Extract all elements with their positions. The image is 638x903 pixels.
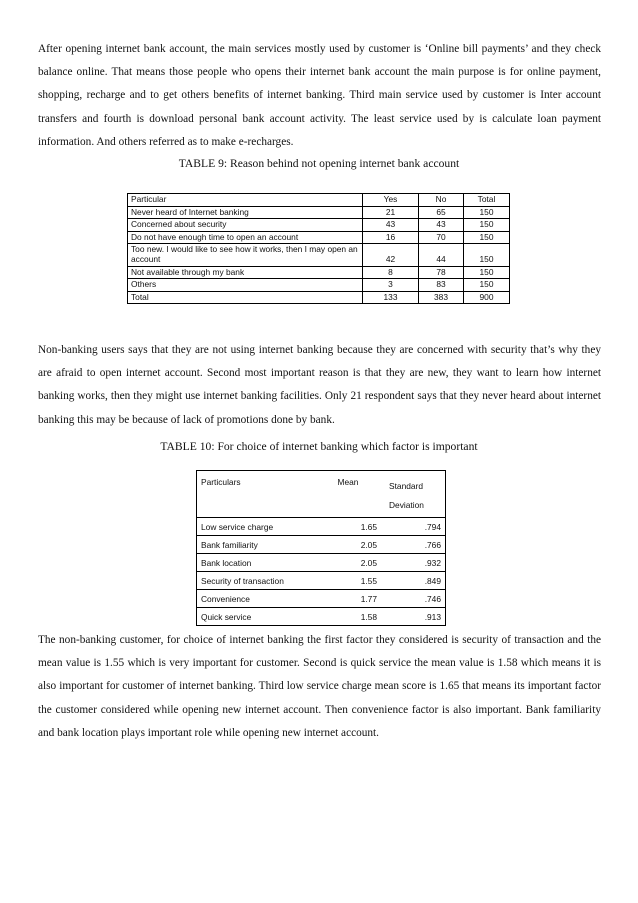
table9-cell-particular: Not available through my bank	[128, 266, 363, 279]
table-row	[128, 219, 510, 232]
table-row	[128, 206, 510, 219]
table-row	[197, 518, 446, 536]
table9-cell-particular: Concerned about security	[128, 219, 363, 232]
table-row	[128, 231, 510, 244]
table9-cell-no: 383	[419, 291, 464, 304]
table9-cell-no: 83	[419, 279, 464, 292]
table10-cell-sd: .766	[381, 536, 446, 554]
table-row	[197, 554, 446, 572]
paragraph-factor-analysis: The non-banking customer, for choice of internet banking the first factor they considered is security of transaction and the mean value is 1.55 which is very important for customer. Second is quick service the mean value is 1.58 which means it is also important for customer of internet banking. Third low service charge mean score is 1.65 that means its important factor the customer considered while opening new internet account. Then convenience factor is also important. Bank familiarity and bank location plays important role while opening new internet account.	[38, 634, 601, 739]
table-row	[197, 608, 446, 626]
table9-cell-yes: 21	[363, 206, 419, 219]
table9-cell-total: 150	[464, 244, 510, 266]
table9-reasons	[127, 193, 510, 304]
table10-header-sd: Standard Deviation	[389, 481, 424, 510]
table9-cell-yes: 8	[363, 266, 419, 279]
table9-cell-total: 150	[464, 266, 510, 279]
table9-header-particular: Particular	[128, 194, 363, 207]
table10-cell-mean: 1.77	[315, 590, 381, 608]
table9-cell-no: 43	[419, 219, 464, 232]
table10-cell-mean: 1.55	[315, 572, 381, 590]
table10-cell-particular: Bank familiarity	[197, 536, 316, 554]
table10-cell-particular: Convenience	[197, 590, 316, 608]
table9-cell-yes: 42	[363, 244, 419, 266]
table-row	[128, 279, 510, 292]
table10-cell-sd: .794	[381, 518, 446, 536]
table9-cell-total: 900	[464, 291, 510, 304]
table9-cell-particular: Do not have enough time to open an account	[128, 231, 363, 244]
table9-cell-yes: 3	[363, 279, 419, 292]
table9-cell-no: 65	[419, 206, 464, 219]
table9-cell-total: 150	[464, 279, 510, 292]
table10-header-mean: Mean	[337, 477, 359, 487]
table-row	[128, 266, 510, 279]
table10-factors	[196, 470, 446, 626]
table9-cell-particular: Total	[128, 291, 363, 304]
table10-cell-mean: 1.58	[315, 608, 381, 626]
table10-cell-sd: .746	[381, 590, 446, 608]
paragraph-nonbanking-reasons: Non-banking users says that they are not using internet banking because they are concerned with security that’s why they are afraid to open internet account. Second most important reason is that they are new, they want to learn how internet banking works, then they might use internet banking facilities. Only 21 respondent says that they never heard about internet banking this may be because of lack of promotions done by bank.	[38, 344, 601, 426]
table9-cell-no: 70	[419, 231, 464, 244]
table10-cell-particular: Security of transaction	[197, 572, 316, 590]
table9-cell-particular: Others	[128, 279, 363, 292]
table10-header-row	[197, 471, 446, 518]
table9-cell-particular: Too new. I would like to see how it works, then I may open an account	[128, 244, 363, 266]
table-row	[197, 572, 446, 590]
table9-caption: TABLE 9: Reason behind not opening internet bank account	[178, 157, 460, 170]
table9-cell-total: 150	[464, 219, 510, 232]
table9-cell-yes: 43	[363, 219, 419, 232]
table10-header-particulars: Particulars	[201, 477, 241, 487]
table9-cell-no: 78	[419, 266, 464, 279]
table10-cell-particular: Quick service	[197, 608, 316, 626]
table10-cell-mean: 2.05	[315, 554, 381, 572]
table-row	[128, 244, 510, 266]
table10-caption: TABLE 10: For choice of internet banking which factor is important	[160, 440, 478, 453]
table10-cell-mean: 1.65	[315, 518, 381, 536]
table-row	[197, 590, 446, 608]
table10-cell-mean: 2.05	[315, 536, 381, 554]
table10-cell-sd: .913	[381, 608, 446, 626]
table9-cell-particular: Never heard of Internet banking	[128, 206, 363, 219]
paragraph-services-used: After opening internet bank account, the main services mostly used by customer is ‘Online bill payments’ and they check balance online. That means those people who opens their internet bank account the main purpose is for online payment, shopping, recharge and to get others benefits of internet banking. Third main service used by customer is Inter account transfers and fourth is download personal bank account activity. The least service used by is calculate loan payment information. And others referred as to make e-recharges.	[38, 43, 601, 148]
table9-total-row	[128, 291, 510, 304]
table10-cell-particular: Bank location	[197, 554, 316, 572]
table9-cell-no: 44	[419, 244, 464, 266]
table10-cell-sd: .932	[381, 554, 446, 572]
table9-header-no: No	[419, 194, 464, 207]
table9-cell-total: 150	[464, 231, 510, 244]
table9-header-total: Total	[464, 194, 510, 207]
table9-cell-total: 150	[464, 206, 510, 219]
table9-header-row	[128, 194, 510, 207]
table9-cell-yes: 16	[363, 231, 419, 244]
table9-header-yes: Yes	[363, 194, 419, 207]
table10-cell-particular: Low service charge	[197, 518, 316, 536]
table9-cell-yes: 133	[363, 291, 419, 304]
table-row	[197, 536, 446, 554]
table10-cell-sd: .849	[381, 572, 446, 590]
